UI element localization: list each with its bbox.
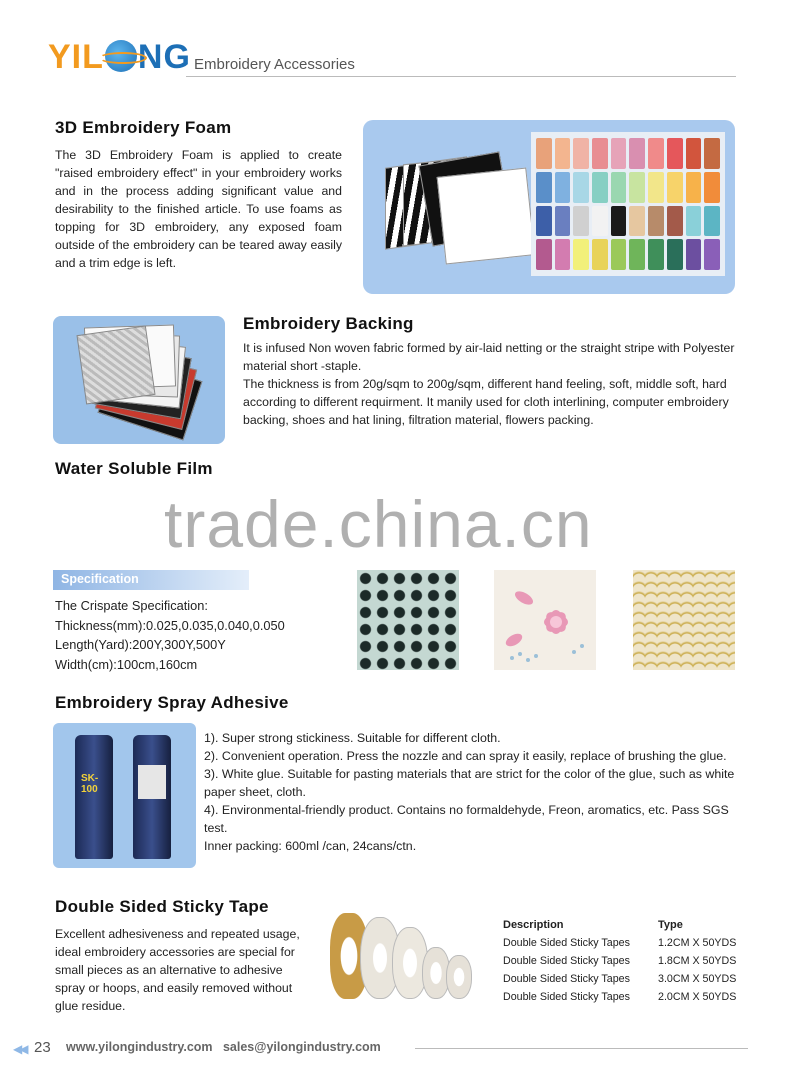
foam-product-image — [363, 120, 735, 294]
film-image-floral — [494, 570, 596, 670]
color-swatch — [667, 206, 683, 237]
color-swatch — [555, 239, 571, 270]
tape-product-image — [322, 903, 480, 1013]
tape-spec-table — [503, 916, 736, 1006]
color-swatch — [629, 239, 645, 270]
table-cell: Double Sided Sticky Tapes — [503, 991, 630, 1003]
color-swatch — [536, 239, 552, 270]
logo-text-right: NG — [137, 38, 191, 76]
foam-description: The 3D Embroidery Foam is applied to create "raised embroidery effect" in your embroidery works and in the process adding significant value and desirability to the finished article. To use foams as topping for 3D embroidery, any exposed foam outside of the embroidery can be teared away easily and a trim edge is left. — [55, 148, 342, 270]
page-number: 23 — [34, 1039, 51, 1056]
table-cell: Double Sided Sticky Tapes — [503, 955, 630, 967]
logo-text-left: YIL — [48, 38, 104, 76]
color-swatch — [592, 138, 608, 169]
color-swatch — [686, 239, 702, 270]
tape-title: Double Sided Sticky Tape — [55, 897, 269, 916]
color-swatch — [573, 138, 589, 169]
tape-description: Excellent adhesiveness and repeated usage, ideal embroidery accessories are special for small pieces as an alternative to adhesive spray or hoops, and easily removed without glue residue. — [55, 927, 300, 1013]
specification-label: Specification — [61, 572, 139, 586]
can-label: SK-100 — [81, 773, 99, 795]
spray-description — [204, 729, 749, 855]
table-cell: Double Sided Sticky Tapes — [503, 937, 630, 949]
color-swatch — [648, 138, 664, 169]
spec-line: Width(cm):100cm,160cm — [55, 656, 198, 672]
film-specification — [55, 596, 285, 674]
website-link[interactable]: www.yilongindustry.com — [66, 1040, 213, 1054]
foam-color-swatches — [531, 132, 725, 276]
color-swatch — [592, 206, 608, 237]
spec-line: The Crispate Specification: — [55, 598, 208, 613]
table-cell: 1.8CM X 50YDS — [658, 955, 737, 967]
company-logo — [48, 38, 191, 77]
table-cell: 3.0CM X 50YDS — [658, 973, 737, 985]
color-swatch — [611, 239, 627, 270]
backing-description-1: It is infused Non woven fabric formed by air-laid netting or the straight stripe with Polyester material short -staple. — [243, 341, 735, 373]
color-swatch — [573, 239, 589, 270]
color-swatch — [704, 172, 720, 203]
table-row — [503, 934, 736, 952]
backing-title: Embroidery Backing — [243, 314, 414, 333]
footer-divider — [415, 1048, 748, 1049]
color-swatch — [648, 206, 664, 237]
spray-can — [133, 735, 171, 859]
color-swatch — [611, 138, 627, 169]
color-swatch — [555, 206, 571, 237]
color-swatch — [686, 172, 702, 203]
color-swatch — [648, 172, 664, 203]
table-header-type: Type — [658, 919, 683, 931]
color-swatch — [629, 172, 645, 203]
color-swatch — [536, 172, 552, 203]
spray-line: 2). Convenient operation. Press the nozzle and can spray it easily, replace of brushing the glue. — [204, 749, 727, 763]
table-cell: Double Sided Sticky Tapes — [503, 973, 630, 985]
color-swatch — [667, 138, 683, 169]
color-swatch — [629, 206, 645, 237]
color-swatch — [648, 239, 664, 270]
color-swatch — [704, 138, 720, 169]
table-header-description: Description — [503, 919, 564, 931]
color-swatch — [611, 172, 627, 203]
header-divider — [186, 76, 736, 77]
spec-line: Thickness(mm):0.025,0.035,0.040,0.050 — [55, 617, 285, 633]
spray-can — [75, 735, 113, 859]
spray-title: Embroidery Spray Adhesive — [55, 693, 289, 712]
color-swatch — [555, 138, 571, 169]
spray-line: Inner packing: 600ml /can, 24cans/ctn. — [204, 839, 417, 853]
table-cell: 1.2CM X 50YDS — [658, 937, 737, 949]
foam-title: 3D Embroidery Foam — [55, 118, 232, 137]
color-swatch — [536, 138, 552, 169]
specification-bar — [53, 570, 249, 590]
table-row — [503, 988, 736, 1006]
color-swatch — [536, 206, 552, 237]
table-row — [503, 952, 736, 970]
color-swatch — [704, 206, 720, 237]
spray-line: 4). Environmental-friendly product. Contains no formaldehyde, Freon, aromatics, etc. Pass SGS test. — [204, 803, 729, 835]
color-swatch — [573, 172, 589, 203]
table-header-row — [503, 916, 736, 934]
header-subtitle: Embroidery Accessories — [194, 56, 355, 73]
color-swatch — [629, 138, 645, 169]
color-swatch — [555, 172, 571, 203]
table-row — [503, 970, 736, 988]
globe-icon — [105, 40, 137, 72]
color-swatch — [592, 172, 608, 203]
backing-description-2: The thickness is from 20g/sqm to 200g/sqm, different hand feeling, soft, middle soft, hard according to different requirment. It manily used for cloth interlining, computer embroidery backing, shoes and hat lining, filtration material, flowers packing. — [243, 377, 729, 427]
backing-product-image — [53, 316, 225, 444]
email-link[interactable]: sales@yilongindustry.com — [222, 1040, 381, 1054]
color-swatch — [592, 239, 608, 270]
double-arrow-left-icon: ◀◀ — [13, 1042, 26, 1056]
watermark: trade.china.cn — [164, 487, 593, 561]
spray-product-image — [53, 723, 196, 868]
footer-contact — [66, 1040, 381, 1054]
color-swatch — [611, 206, 627, 237]
color-swatch — [667, 172, 683, 203]
color-swatch — [704, 239, 720, 270]
film-image-roll — [357, 570, 459, 670]
table-cell: 2.0CM X 50YDS — [658, 991, 737, 1003]
spec-line: Length(Yard):200Y,300Y,500Y — [55, 637, 226, 652]
color-swatch — [667, 239, 683, 270]
color-swatch — [686, 138, 702, 169]
film-image-lace — [633, 570, 735, 670]
spray-line: 3). White glue. Suitable for pasting materials that are strict for the color of the glue, such as white paper sheet, cloth. — [204, 767, 735, 799]
color-swatch — [686, 206, 702, 237]
color-swatch — [573, 206, 589, 237]
spray-line: 1). Super strong stickiness. Suitable for different cloth. — [204, 731, 501, 745]
film-title: Water Soluble Film — [55, 459, 213, 478]
